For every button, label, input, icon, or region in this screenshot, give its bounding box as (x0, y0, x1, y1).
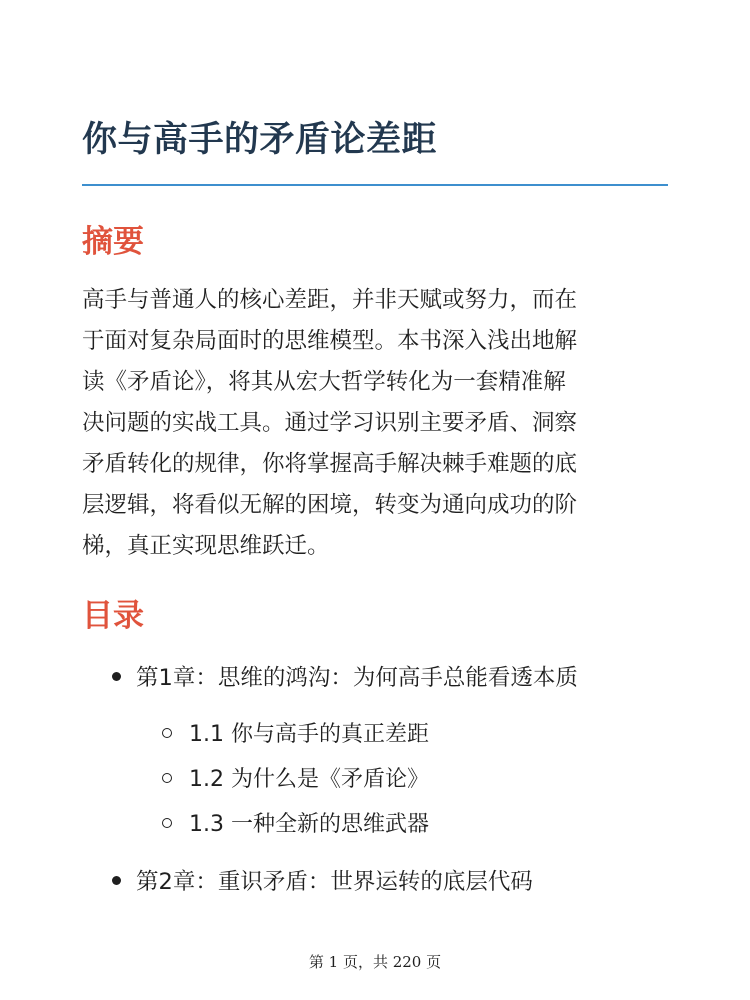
toc-section-1-2 (162, 762, 429, 793)
bullet-circle-icon (162, 728, 172, 738)
summary-line: 层逻辑，将看似无解的困境，转变为通向成功的阶 (82, 492, 578, 518)
toc-chapter-1 (112, 660, 578, 692)
bullet-circle-icon (162, 818, 172, 828)
summary-line: 高手与普通人的核心差距，并非天赋或努力，而在 (82, 287, 578, 313)
toc-section-1-3 (162, 807, 429, 838)
summary-line: 于面对复杂局面时的思维模型。本书深入浅出地解 (82, 328, 578, 354)
summary-line: 读《矛盾论》，将其从宏大哲学转化为一套精准解 (82, 369, 566, 395)
toc-section-label: 1.2 为什么是《矛盾论》 (189, 767, 429, 792)
summary-line: 梯，真正实现思维跃迁。 (82, 533, 330, 559)
toc-section-label: 1.3 一种全新的思维武器 (189, 812, 429, 837)
toc-section-label: 1.1 你与高手的真正差距 (189, 722, 429, 747)
toc-heading: 目录 (82, 598, 144, 634)
bullet-disc-icon (112, 672, 121, 681)
page-footer: 第 1 页，共 220 页 (308, 953, 442, 971)
summary-line: 决问题的实战工具。通过学习识别主要矛盾、洞察 (82, 410, 578, 436)
toc-chapter-label: 第2章：重识矛盾：世界运转的底层代码 (136, 869, 533, 895)
summary-line: 矛盾转化的规律，你将掌握高手解决棘手难题的底 (82, 451, 578, 477)
toc-chapter-label: 第1章：思维的鸿沟：为何高手总能看透本质 (136, 665, 578, 691)
bullet-disc-icon (112, 876, 121, 885)
page-title: 你与高手的矛盾论差距 (82, 120, 438, 160)
summary-paragraph (82, 280, 672, 567)
toc-chapter-2 (112, 864, 533, 896)
title-divider (82, 184, 668, 186)
summary-heading: 摘要 (82, 224, 144, 260)
bullet-circle-icon (162, 773, 172, 783)
toc-section-1-1 (162, 717, 429, 748)
